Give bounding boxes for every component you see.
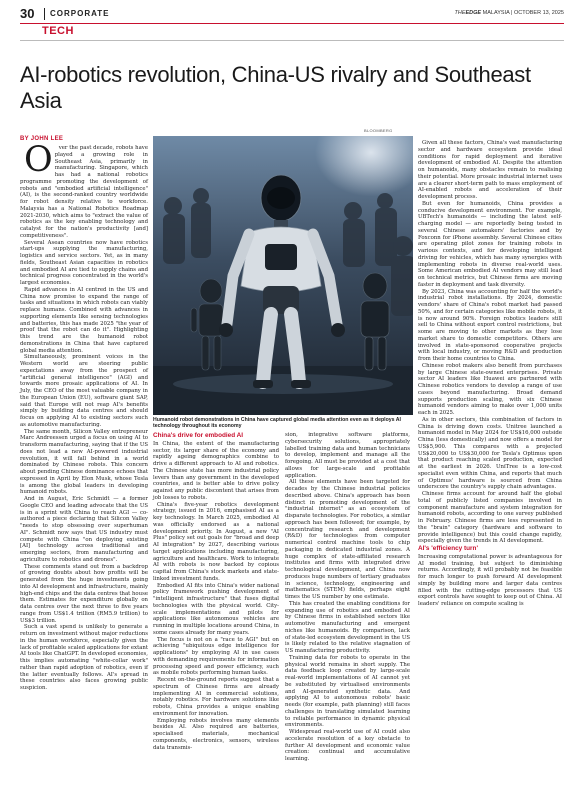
paragraph: China's five-year robotics development strategy, issued in 2016, emphasised AI as a key technology. In March 2025, embodied AI was officially endorsed as a national development priority. In August, a new "AI Plus" policy set out goals for "broad and deep AI integration" by 2027, describing various target applications including manufacturing, agriculture and healthcare. Work to integrate AI with robots is now backed by copious capital from China's stock markets and state-linked investment funds. bbox=[153, 501, 279, 582]
paragraph: Chinese firms account for around half the global total of publicly listed companies involved in component manufacture and system integration for humanoid robots, according to one survey published in February. Chinese firms are less represented in the "brain" category (hardware and software to provide intelligence) but this could change rapidly, especially given the trends in AI development. bbox=[418, 491, 562, 545]
section-label: CORPORATE bbox=[50, 9, 110, 18]
paragraph-text: ver the past decade, robots have played a growing role in Southeast Asia, primarily in manufacturing. Singapore, which has had a national robotics programme promoting the development of robots and "embodied artificial intelligence" (AI), is the second-ranked country worldwide for robot density relative to workforce. Malaysia has a National Robotics Roadmap 2021-2030, which aims to "extract the value of robotics as the key enabling technology and catalyst for the nation's productivity [and] competitiveness". bbox=[20, 145, 148, 239]
byline: BY JOHN LEE bbox=[20, 136, 64, 142]
paragraph: Recent on-the-ground reports suggest that a spectrum of Chinese firms are already implementing AI in commercial solutions, notably robotics. For hardware solutions like robots, China provides a unique enabling environment for innovation. bbox=[153, 677, 279, 717]
category-label: TECH bbox=[42, 25, 74, 37]
header-divider bbox=[44, 8, 45, 20]
paragraph: By 2023, China was accounting for half the world's industrial robot installations. By 2024, domestic vendors' share of China's robot market had passed 50%, and for certain categories like mobile robots, it is now around 90%. Foreign robotics leaders still sell to China without export control restrictions, but some are moving to other markets as they lose market share to domestic competitors. Others are involved in state-sponsored cooperative projects with local industry, or moving R&D and production from their home countries to China. bbox=[418, 288, 562, 362]
photo-humanoid-robots bbox=[153, 136, 413, 415]
paragraph: This has created the enabling conditions for expanding use of robotics and embodied AI by Chinese firms in established sectors like automotive manufacturing and emergent niches like humanoids. By comparison, lack of state-led ecosystem development in the US is likely related to the relative stagnation of US manufacturing productivity. bbox=[285, 600, 410, 654]
page-header bbox=[20, 6, 564, 22]
paragraph bbox=[20, 140, 148, 240]
paragraph: All these elements have been targeted for decades by the Chinese industrial policies described above. China's approach has been distinct in promoting development of the "industrial internet" as an ecosystem of disparate technologies. For robotics, a similar approach has been followed; for example, by concentrating research and development (R&D) for technologies from computer numerical control machine tools to chip packaging in dedicated industrial zones. A huge complex of state-affiliated research institutes and firms with integrated drive technological development, and China now produces huge numbers of tertiary graduates in science, technology, engineering and mathematics (STEM) fields, perhaps eight times the US number by one estimate. bbox=[285, 479, 410, 600]
paragraph: The same month, Silicon Valley entrepreneur Marc Andreessen urged a focus on using AI to transform manufacturing, saying that if the US does not lead a new AI-powered industrial revolution, it will fall behind in a world dominated by Chinese robots. This concern about pending Chinese dominance echoes that expressed in April by Elon Musk, whose Tesla is among the global leaders in developing humanoid robots. bbox=[20, 428, 148, 496]
paragraph: Increasing computational power is advantageous for AI model training, but subject to diminishing returns. Accordingly, it will probably not be feasible for much longer to push forward AI development simply by building more and larger data centres filled with the cutting-edge processors that US export controls have sought to keep out of China. AI leaders' reliance on compute scaling is bbox=[418, 553, 562, 607]
paragraph: And in August, Eric Schmidt — a former Google CEO and leading advocate that the US is in a sprint with China to reach AGI — co-authored a piece declaring that Silicon Valley "needs to stop obsessing over superhuman AI". Schmidt now says that US industry must compete with China "on deploying existing [AI] technology across traditional and emerging sectors, from manufacturing and agriculture to robotics and drones". bbox=[20, 496, 148, 563]
paragraph: Chinese robot makers also benefit from purchases by large Chinese state-owned enterprises. Private sector AI leaders like Huawei are partnered with Chinese robotics vendors to develop a range of use cases beyond manufacturing. Broad demand supports production scaling, with six Chinese humanoid vendors aiming to make over 1,000 units each in 2025. bbox=[418, 362, 562, 416]
paragraph: Embodied AI fits into China's wider national policy framework pushing development of "intelligent infrastructure" that fuses digital technologies with the physical world. City-scale implementations and pilots for applications like autonomous vehicles are running in multiple locations around China, in some cases already for many years. bbox=[153, 582, 279, 636]
paragraph: The focus is not on a "race to AGI" but on achieving "ubiquitous edge intelligence for applications" by employing AI in use cases with demanding requirements for information processing speed and power efficiency, such as mobile robots performing human tasks. bbox=[153, 636, 279, 677]
column-1 bbox=[20, 140, 148, 692]
robot-photo-illustration bbox=[153, 136, 413, 415]
paragraph: Training data for robots to operate in the physical world remains in short supply. The data feedback loop created by large-scale real-world implementations of AI cannot yet be substituted by virtualised environments and AI-generated synthetic data. And applying AI to autonomous robots' basic needs (for example, path planning) still faces challenges in translating simulated learning to reliable performance in dynamic physical environments. bbox=[285, 654, 410, 729]
paragraph: Employing robots involves many elements besides AI. Also required are batteries, specialised materials, mechanical components, electronics, sensors, wireless data transmis- bbox=[153, 717, 279, 751]
paragraph: These comments stand out from a backdrop of growing doubts about how profits will be generated from the huge investments going into AI development and infrastructure, mainly high-end chips and the data centres that house them. Estimates for expenditure globally on data centres over the next three to five years range from US$1.4 trillion (RM5.9 trillion) to US$3 trillion. bbox=[20, 563, 148, 624]
column-3 bbox=[285, 432, 410, 763]
paragraph: Several Asean countries now have robotics start-ups supplying the manufacturing, logistics and service sectors. Yet, as in many fields, Southeast Asian capacities in robotics and embodied AI are tied to supply chains and technical progress concentrated in the world's largest economies. bbox=[20, 239, 148, 286]
paragraph: Such a vast spend is unlikely to generate a return on investment without major reductions in the human workforce, especially given the lack of profitable scaled applications for extant AI tools like ChatGPT. In developed economies, this implies automating "white-collar work" rather than rapid adoption of robotics, even if the latter eventually follows. AI's spread in these countries also faces growing public suspicion. bbox=[20, 624, 148, 691]
publication-name: EDGE bbox=[465, 10, 482, 16]
drop-cap: O bbox=[24, 140, 53, 180]
page-number: 30 bbox=[20, 6, 35, 21]
paragraph: Rapid advances in AI centred in the US and China now promise to expand the range of tasks and situations in which robots can viably replace humans. Combined with advances in supporting elements like sensing technologies and batteries, this has made 2025 "the year of proof that the robot can do it". Highlighting this trend are the humanoid robot demonstrations in China that have captured global media attention. bbox=[20, 286, 148, 354]
paragraph: Simultaneously, prominent voices in the Western world are steering public expectations away from the prospect of "artificial general intelligence" (AGI) and towards more prosaic applications of AI. In July, the CEO of the most valuable company in the European Union (EU), software giant SAP, said that Europe will not reap AI's benefits simply by building data centres and should focus on applying AI to existing sectors such as automotive manufacturing. bbox=[20, 354, 148, 428]
publication-info: THEEDGE MALAYSIA | OCTOBER 13, 2025 bbox=[454, 10, 564, 16]
subheading: China's drive for embodied AI bbox=[153, 432, 244, 439]
paragraph: Given all these factors, China's vast manufacturing sector and hardware ecosystem provide ideal conditions for rapid deployment and iterative development of embodied AI. Despite the attention on humanoids, many obstacles remain to realising their potential. More prosaic industrial internet uses are a clearer short-term path to mass employment of AI-enabled robots and acceleration of their development process. bbox=[418, 140, 562, 200]
publication-prefix: THE bbox=[454, 10, 466, 16]
subheading: AI's 'efficiency turn' bbox=[418, 545, 478, 552]
paragraph: sion, integrative software platforms, cybersecurity solutions, appropriately labelled training data and human technicians to develop, implement and manage all the foregoing. All must be provided at a cost that allows for large-scale and profitable application. bbox=[285, 432, 410, 479]
paragraph: But even for humanoids, China provides a conducive development environment. For example, UBTech's humanoids — including the latest self-charging model — are reportedly being tested in several Chinese automakers' factories and by Foxconn for iPhone assembly. Several Chinese cities are operating pilot zones for training robots in various contexts, and for developing intelligent driving for vehicles, which has many synergies with implementing robots in diverse real-world uses. Some American embodied AI vendors may still lead on technical metrics, but Chinese firms are moving faster in deployment and task diversity. bbox=[418, 200, 562, 288]
photo-caption: Humanoid robot demonstrations in China have captured global media attention even as it deploys AI technology throughout its economy bbox=[153, 417, 401, 430]
paragraph: As in other sectors, this combination of factors in China is driving down costs. Unitree launched a humanoid model in May 2024 for US$16,000 outside China (less domestically) and now offers a model for US$5,900. This compares with a projected US$20,000 to US$30,000 for Tesla's Optimus upon that product reaching scaled production, expected at the earliest in 2026. UniTree is a low-cost specialist even within China, and reports that much of Optimus' hardware is sourced from China underscore the country's supply chain advantages. bbox=[418, 416, 562, 491]
headline: AI-robotics revolution, China-US rivalry and Southeast Asia bbox=[20, 62, 531, 113]
issue-date: OCTOBER 13, 2025 bbox=[513, 10, 564, 16]
photo-credit: BLOOMBERG bbox=[364, 128, 393, 133]
paragraph: Widespread real-world use of AI could also accelerate resolution of a key obstacle to further AI development and economic value creation: continual and accumulative learning. bbox=[285, 729, 410, 762]
publication-suffix: MALAYSIA bbox=[482, 10, 510, 16]
paragraph: In China, the extent of the manufacturing sector, its larger share of the economy and rapidly ageing demographics combine to drive a different approach to AI and robotics. The Chinese state has more industrial policy levers than any government in the developed countries, and is better able to drive policy against any public discontent that arises from job losses to robots. bbox=[153, 440, 279, 501]
category-rule bbox=[20, 40, 564, 41]
header-rule bbox=[20, 23, 564, 24]
column-2 bbox=[153, 432, 279, 751]
column-4 bbox=[418, 140, 562, 608]
